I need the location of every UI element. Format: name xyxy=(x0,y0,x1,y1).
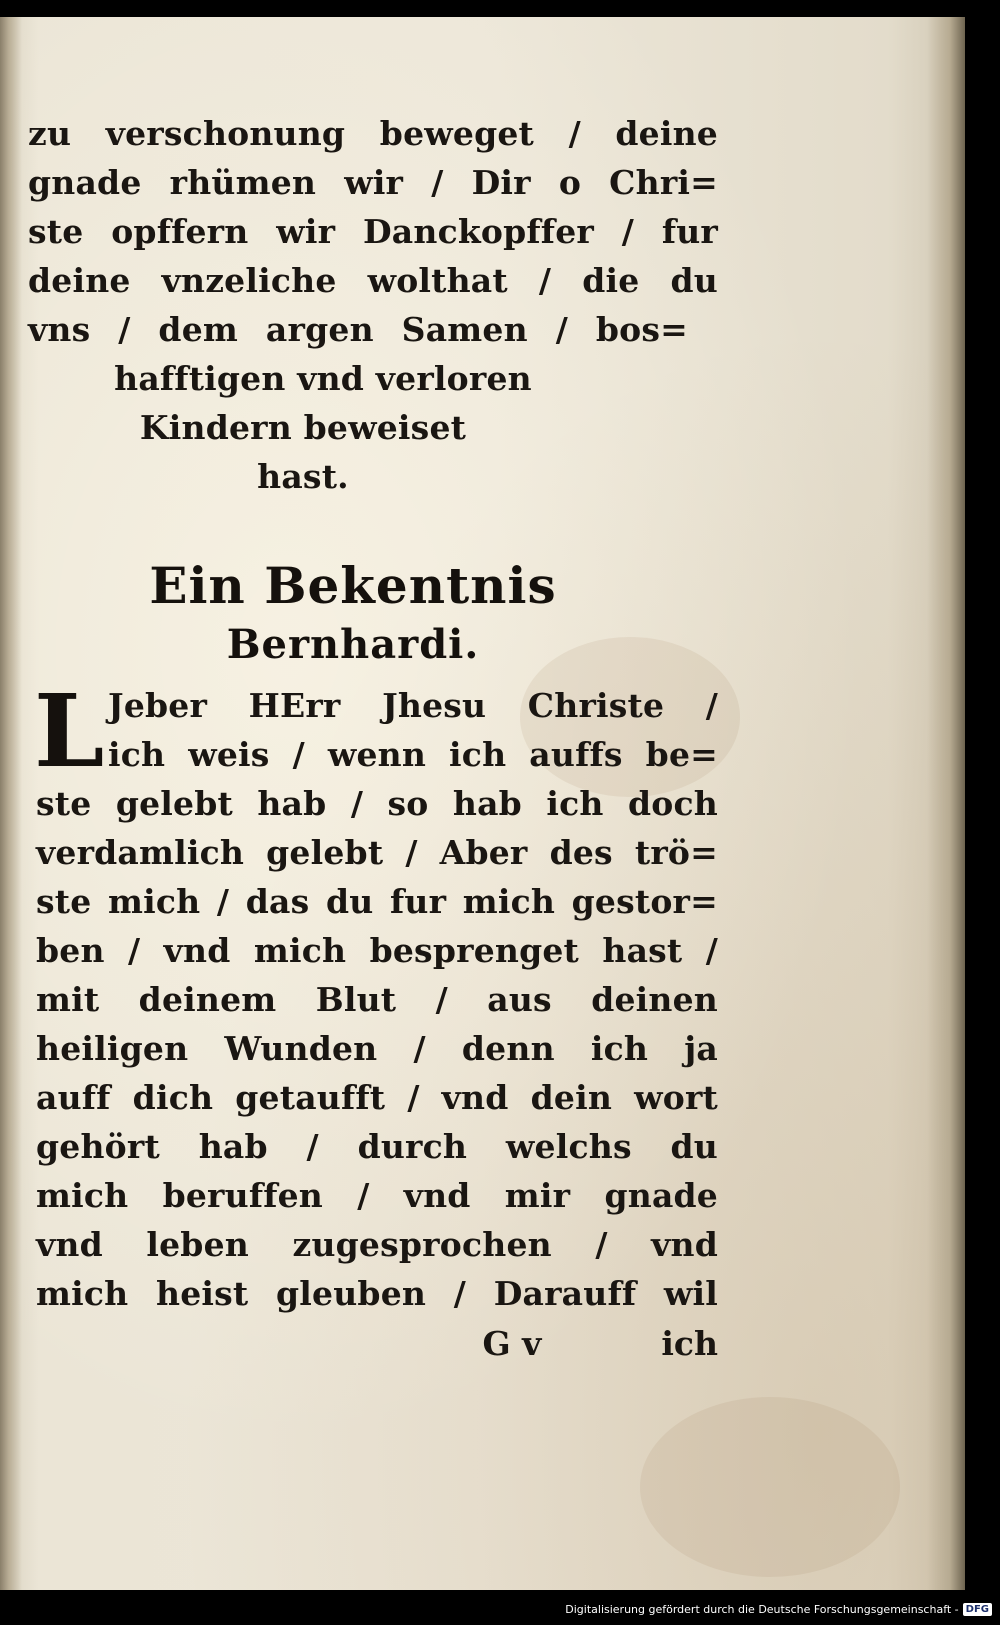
paragraph xyxy=(28,672,718,1370)
text-line: heiligen Wunden / denn ich ja xyxy=(36,1029,718,1068)
text-line: hafftigen vnd verloren xyxy=(114,359,532,398)
text-line: Kindern beweiset xyxy=(139,408,467,447)
text-line: ben / vnd mich besprenget hast / xyxy=(36,931,718,970)
text-line: Jeber HErr Jhesu Christe / xyxy=(108,686,718,725)
text-line: ste opffern wir Danckopffer / fur xyxy=(28,212,718,251)
text-line: vns / dem argen Samen / bos= xyxy=(28,310,688,349)
drop-capital: L xyxy=(34,672,105,790)
text-line: mich heist gleuben / Darauff wil xyxy=(36,1274,718,1313)
page-text xyxy=(28,109,718,1370)
paper-stain xyxy=(640,1397,900,1577)
section-subheading: Bernhardi. xyxy=(226,621,480,668)
text-line: auff dich getaufft / vnd dein wort xyxy=(36,1078,718,1117)
text-line: verdamlich gelebt / Aber des trö= xyxy=(36,833,718,872)
text-line: hast. xyxy=(257,457,349,496)
text-line: zu verschonung beweget / deine xyxy=(28,114,718,153)
text-line: ste mich / das du fur mich gestor= xyxy=(36,882,718,921)
text-line: gnade rhümen wir / Dir o Chri= xyxy=(28,163,718,202)
digitization-credit xyxy=(565,1599,992,1619)
dfg-logo: DFG xyxy=(963,1603,992,1616)
page-gutter-shadow xyxy=(0,17,22,1590)
text-line: vnd leben zugesprochen / vnd xyxy=(36,1225,718,1264)
text-line: ste gelebt hab / so hab ich doch xyxy=(36,784,718,823)
text-line: mit deinem Blut / aus deinen xyxy=(36,980,718,1019)
text-line: deine vnzeliche wolthat / die du xyxy=(28,261,718,300)
page-foot-line xyxy=(36,1318,718,1370)
section-heading: Ein Bekentnis xyxy=(149,556,557,615)
text-line: gehört hab / durch welchs du xyxy=(36,1127,718,1166)
text-line: mich beruffen / vnd mir gnade xyxy=(36,1176,718,1215)
catchword: ich xyxy=(661,1324,718,1363)
book-page xyxy=(0,17,965,1590)
credit-text: Digitalisierung gefördert durch die Deutsche Forschungsgemeinschaft - xyxy=(565,1602,959,1616)
signature-mark: G v xyxy=(482,1324,542,1363)
page-edge-shadow xyxy=(927,17,965,1590)
text-line: ich weis / wenn ich auffs be= xyxy=(108,735,718,774)
